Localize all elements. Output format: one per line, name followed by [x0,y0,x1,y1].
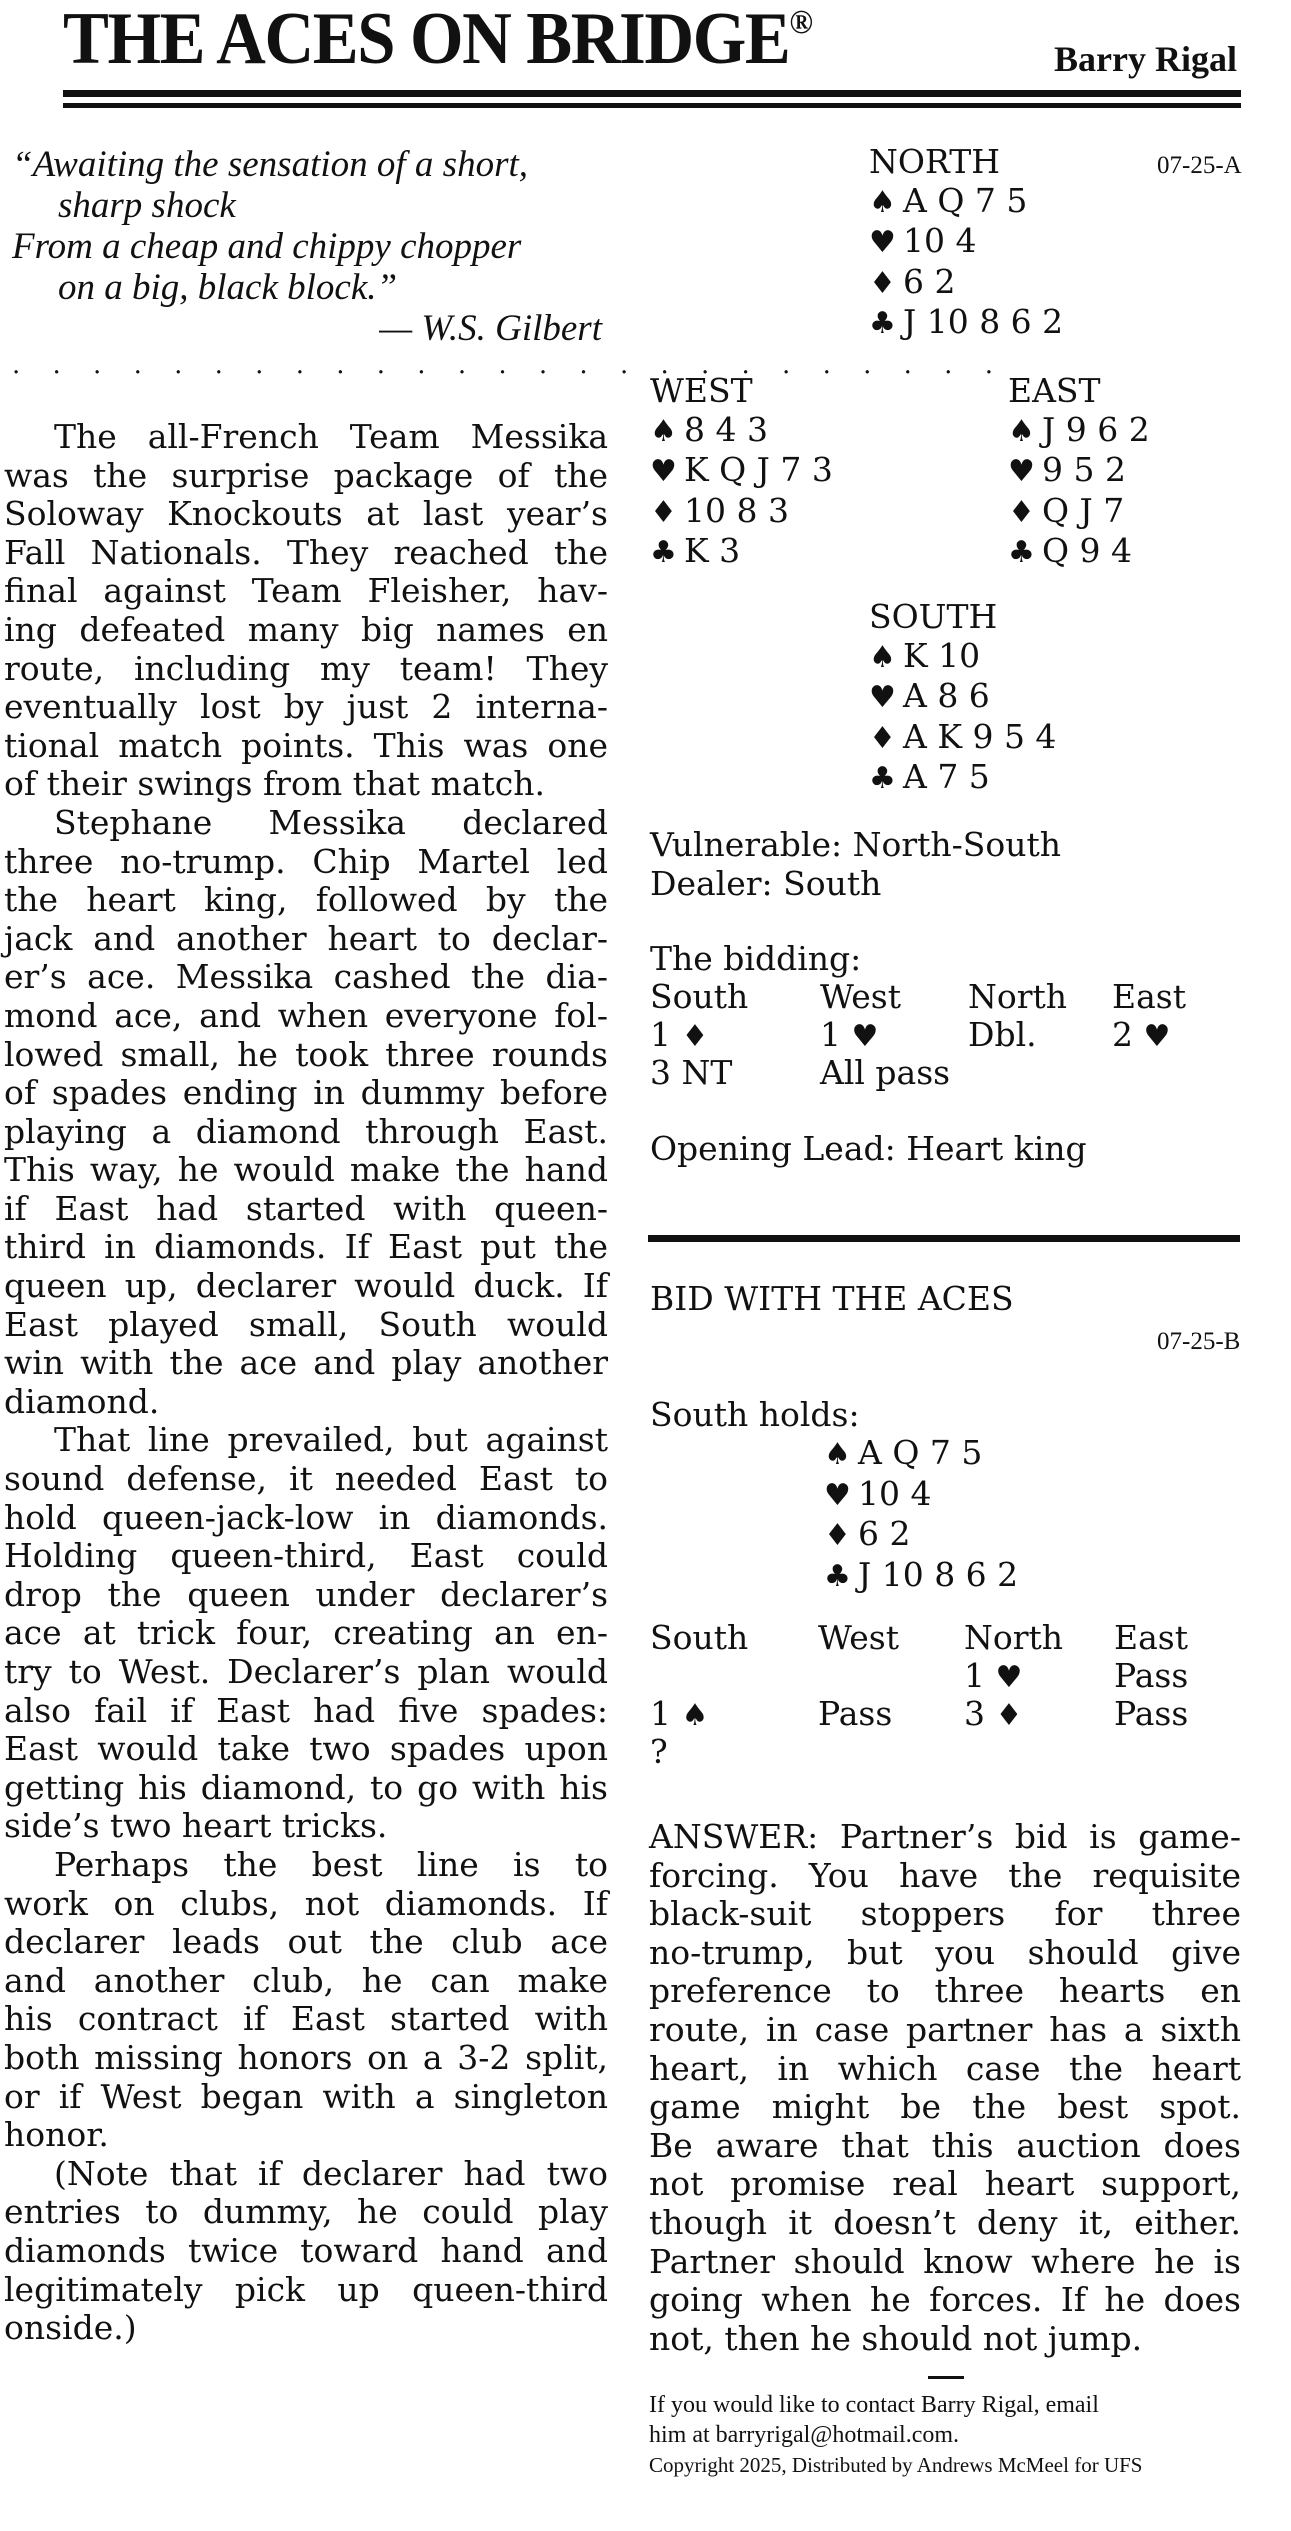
contact-line: If you would like to contact Barry Rigal, email [649,2392,1099,2418]
masthead-rule-bottom [63,103,1241,108]
heart-icon: ♥ [995,1660,1023,1695]
bwa-header: South [650,1618,749,1657]
bwa-spades: A Q 7 5 [858,1433,983,1472]
club-icon: ♣ [650,535,677,570]
author-name: Barry Rigal [1054,39,1237,79]
article-line: That line prevailed, but against [54,1420,608,1460]
east-diamonds: Q J 7 [1042,490,1125,530]
epigraph [12,144,612,349]
deal-conditions [650,826,1061,903]
article-line: side’s two heart tricks. [4,1806,388,1846]
diamond-icon: ♦ [869,265,896,301]
article-line: The all-French Team Messika [54,417,608,456]
north-diamonds: 6 2 [903,261,956,301]
heart-icon: ♥ [1143,1019,1171,1054]
spade-icon: ♠ [650,413,677,449]
club-icon: ♣ [869,761,896,796]
quote-line: on a big, black block.” [58,267,398,308]
article-line: er’s ace. Messika cashed the dia- [4,957,608,997]
article-line: mond ace, and when everyone fol- [4,995,608,1035]
article-line: his contract if East started with [4,1999,608,2039]
diamond-icon: ♦ [681,1019,709,1054]
bidding-header: East [1112,977,1186,1016]
quote-attribution: — W.S. Gilbert [379,308,602,349]
club-icon: ♣ [824,1558,851,1594]
article-line: sound defense, it needed East to [4,1459,608,1499]
deal-reference: 07-25-A [1157,152,1242,179]
bwa-hand [824,1434,1018,1596]
south-diamonds: A K 9 5 4 [903,716,1057,756]
article-line: diamond. [4,1381,160,1421]
article-line: Perhaps the best line is to [54,1844,608,1884]
dealer: Dealer: South [650,863,882,903]
article-line: route, including my team! They [4,648,608,688]
bwa-clubs: J 10 8 6 2 [858,1554,1019,1594]
east-clubs: Q 9 4 [1042,531,1133,570]
diamond-icon: ♦ [1008,494,1035,530]
west-clubs: K 3 [684,531,741,570]
column-title [63,0,812,80]
article-line: lowed small, he took three rounds [4,1034,608,1074]
east-hearts: 9 5 2 [1042,450,1126,489]
bid-level: 2 [1112,1015,1133,1054]
answer-line: Partner should know where he is [649,2241,1241,2281]
article-line: eventually lost by just 2 interna- [4,687,608,727]
bwa-header: North [964,1618,1064,1657]
article-line: final against Team Fleisher, hav- [4,571,608,611]
bid-cell [650,1016,716,1057]
answer-line: not promise real heart support, [649,2164,1241,2204]
answer-line: ANSWER: Partner’s bid is game- [649,1817,1241,1856]
article-body [4,418,608,2348]
heart-icon: ♥ [650,454,677,489]
quote-line: From a cheap and chippy chopper [12,226,522,267]
answer-body [649,1818,1241,2358]
bwa-title: BID WITH THE ACES [650,1279,1014,1318]
article-line: (Note that if declarer had two [54,2153,608,2193]
title-text: THE ACES ON BRIDGE [63,0,790,80]
bidding-header: West [820,977,901,1016]
copyright: Copyright 2025, Distributed by Andrews McMeel for UFS [649,2453,1143,2477]
article-line: hold queen-jack-low in diamonds. [4,1497,608,1537]
article-line: Stephane Messika declared [54,802,608,842]
article-line: entries to dummy, he could play [4,2192,608,2232]
south-spades: K 10 [903,635,981,675]
west-hearts: K Q J 7 3 [684,450,833,489]
article-line: diamonds twice toward hand and [4,2230,608,2270]
section-divider [648,1235,1240,1242]
bid-cell [964,1695,1030,1736]
dotted-separator: . . . . . . . . . . . . . . . . . . . . . . . . . [12,350,1005,380]
article-line: declarer leads out the club ace [4,1922,608,1962]
bwa-diamonds: 6 2 [858,1514,911,1553]
vulnerability: Vulnerable: North-South [650,825,1062,864]
article-line: onside.) [4,2308,137,2348]
article-line: This way, he would make the hand [4,1150,608,1190]
quote-line: “Awaiting the sensation of a short, [12,144,528,185]
bid-cell [1112,1016,1178,1057]
club-icon: ♣ [869,306,896,341]
masthead [63,0,1241,120]
article-line: Fall Nationals. They reached the [4,532,608,572]
article-line: jack and another heart to declar- [4,918,608,958]
bwa-header: West [818,1618,899,1657]
west-spades: 8 4 3 [684,409,768,449]
east-hand [1008,372,1150,573]
bid-level: 1 [650,1694,671,1733]
bid-cell: 3 NT [650,1053,733,1092]
article-line: Holding queen-third, East could [4,1536,608,1576]
heart-icon: ♥ [869,225,896,260]
bwa-header: East [1114,1618,1188,1657]
article-line: ace at trick four, creating an en- [4,1613,608,1653]
article-line: East played small, South would [4,1304,608,1344]
spade-icon: ♠ [824,1437,851,1472]
north-hand [869,143,1063,344]
article-line: and another club, he can make [4,1960,608,2000]
opening-lead: Opening Lead: Heart king [650,1129,1087,1168]
north-hearts: 10 4 [903,221,977,260]
answer-line: forcing. You have the requisite [649,1855,1241,1895]
west-label: WEST [650,371,753,410]
spade-icon: ♠ [869,184,896,220]
answer-line: not, then he should not jump. [649,2318,1143,2358]
east-spades: J 9 6 2 [1042,409,1150,449]
article-line: honor. [4,2115,109,2155]
bid-cell: Dbl. [968,1015,1037,1054]
article-line: East would take two spades upon [4,1729,608,1769]
bid-cell: ? [650,1732,668,1771]
answer-line: game might be the best spot. [649,2087,1241,2127]
end-dash [928,2376,964,2379]
bidding-row [650,1054,1240,1094]
article-line: third in diamonds. If East put the [4,1227,608,1267]
bwa-row [650,1695,1240,1735]
bwa-row [650,1733,1240,1773]
bid-cell [964,1657,1030,1698]
bidding-row [650,1016,1240,1056]
article-line: if East had started with queen- [4,1188,608,1228]
answer-line: black-suit stoppers for three [649,1894,1241,1934]
article-line: was the surprise package of the [4,455,608,495]
diamond-icon: ♦ [650,494,677,530]
spade-icon: ♠ [869,639,896,675]
answer-line: heart, in which case the heart [649,2048,1241,2088]
article-line: tional match points. This was one [4,725,608,765]
heart-icon: ♥ [869,680,896,715]
heart-icon: ♥ [1008,454,1035,489]
bwa-header-row [650,1619,1240,1659]
bwa-reference: 07-25-B [1157,1328,1241,1355]
west-diamonds: 10 8 3 [684,490,789,530]
contact-email-line: him at barryrigal@hotmail.com. [649,2422,960,2448]
bidding-header: North [968,977,1068,1016]
bidding-header-row [650,978,1240,1018]
masthead-rule-top [63,90,1241,97]
south-holds: South holds: [650,1395,860,1434]
article-line: Soloway Knockouts at last year’s [4,494,608,534]
answer-line: Be aware that this auction does [649,2125,1241,2165]
bid-cell: Pass [818,1694,893,1733]
article-line: or if West began with a singleton [4,2076,608,2116]
article-line: try to West. Declarer’s plan would [4,1652,608,1691]
bid-cell [650,1695,716,1736]
south-label: SOUTH [869,597,998,636]
bid-cell [820,1016,886,1057]
west-hand [650,372,833,573]
bid-level: 1 [820,1015,841,1054]
article-line: of their swings from that match. [4,764,546,804]
heart-icon: ♥ [824,1477,851,1513]
article-line: drop the queen under declarer’s [4,1574,608,1614]
bid-level: 3 [964,1694,985,1733]
article-line: legitimately pick up queen-third [4,2269,608,2309]
article-line: both missing honors on a 3-2 split, [4,2037,608,2077]
bid-cell: Pass [1114,1694,1189,1733]
answer-line: going when he forces. If he does [649,2280,1241,2320]
heart-icon: ♥ [851,1019,879,1054]
bwa-row [650,1657,1240,1697]
diamond-icon: ♦ [824,1518,851,1553]
article-line: ing defeated many big names en [4,609,608,649]
diamond-icon: ♦ [995,1698,1023,1733]
article-line: three no-trump. Chip Martel led [4,841,608,881]
spade-icon: ♠ [681,1698,709,1733]
bwa-hearts: 10 4 [858,1473,932,1513]
north-clubs: J 10 8 6 2 [903,302,1064,341]
diamond-icon: ♦ [869,720,896,756]
bid-cell: Pass [1114,1656,1189,1695]
article-line: queen up, declarer would duck. If [4,1266,608,1306]
bidding-header: South [650,977,749,1016]
bid-cell: All pass [820,1053,951,1092]
bid-level: 1 [650,1015,671,1054]
article-line: also fail if East had five spades: [4,1690,608,1730]
answer-line: no-trump, but you should give [649,1932,1241,1972]
article-line: win with the ace and play another [4,1343,608,1383]
club-icon: ♣ [1008,535,1035,570]
answer-line: route, in case partner has a sixth [649,2009,1241,2049]
south-hand [869,598,1056,799]
footer [649,2390,1142,2480]
article-line: getting his diamond, to go with his [4,1767,608,1807]
answer-line: preference to three hearts en [649,1971,1241,2011]
quote-line: sharp shock [58,185,236,226]
bid-level: 1 [964,1656,985,1695]
north-spades: A Q 7 5 [903,180,1028,220]
south-clubs: A 7 5 [903,757,990,796]
south-hearts: A 8 6 [903,676,990,715]
article-line: of spades ending in dummy before [4,1073,608,1113]
registered-mark: ® [789,4,812,41]
article-line: the heart king, followed by the [4,880,608,920]
article-line: playing a diamond through East. [4,1111,608,1151]
spade-icon: ♠ [1008,413,1035,449]
article-line: work on clubs, not diamonds. If [4,1883,608,1923]
answer-line: though it doesn’t deny it, either. [649,2202,1241,2242]
bidding-title: The bidding: [650,939,862,978]
east-label: EAST [1008,371,1101,410]
north-label: NORTH [869,142,1000,181]
